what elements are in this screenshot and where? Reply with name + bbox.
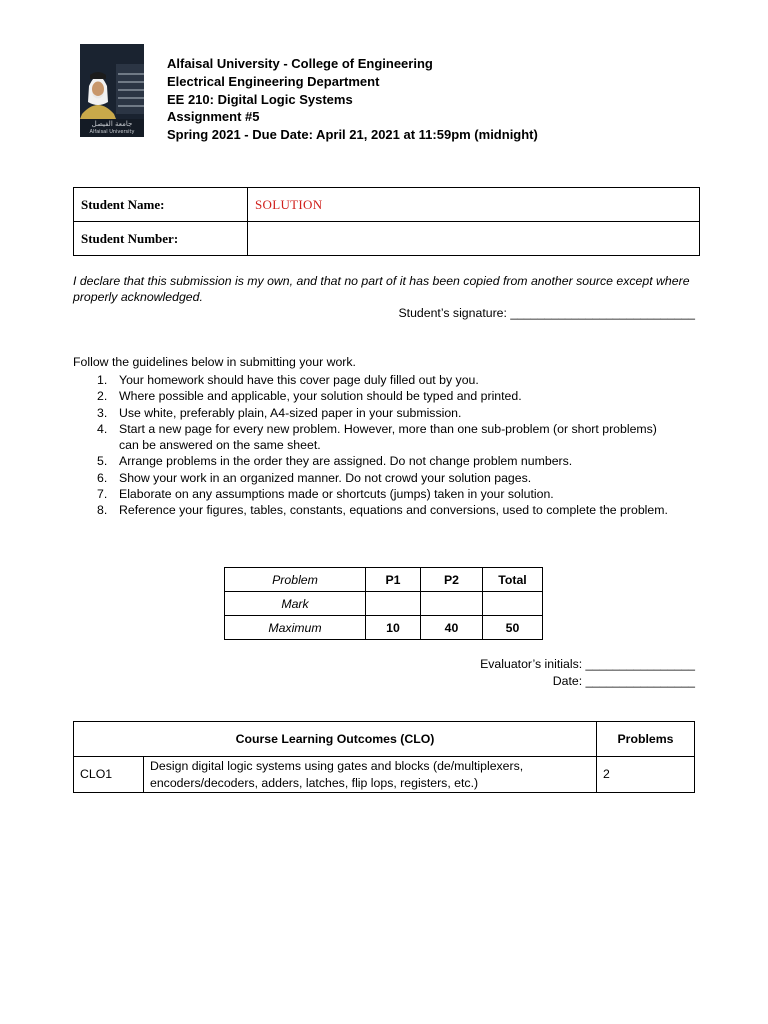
- student-name-field[interactable]: SOLUTION: [248, 188, 700, 222]
- list-item-number: 1.: [97, 373, 108, 387]
- evaluator-block: [480, 656, 695, 689]
- mark-row-label: Mark: [225, 592, 366, 616]
- course-title: EE 210: Digital Logic Systems: [167, 91, 353, 107]
- list-item: [73, 405, 673, 421]
- marks-header-p1: P1: [366, 568, 421, 592]
- student-info-table: [73, 187, 700, 256]
- table-row: [74, 722, 695, 757]
- student-signature-line[interactable]: Student’s signature: ___________________________: [398, 306, 695, 320]
- maximum-p2: 40: [421, 616, 483, 640]
- list-item-text: Show your work in an organized manner. Do not crowd your solution pages.: [119, 470, 532, 485]
- university-logo: [80, 44, 144, 137]
- maximum-total: 50: [483, 616, 543, 640]
- list-item: [73, 470, 673, 486]
- list-item-number: 4.: [97, 421, 108, 436]
- list-item-number: 8.: [97, 503, 108, 518]
- list-item-text: Reference your figures, tables, constants, equations and conversions, used to complete the problem.: [119, 503, 668, 518]
- list-item-text: Elaborate on any assumptions made or shortcuts (jumps) taken in your solution.: [119, 487, 554, 502]
- clo-problems: 2: [597, 757, 695, 793]
- list-item-number: 2.: [97, 389, 108, 404]
- guidelines-intro: Follow the guidelines below in submitting your work.: [73, 355, 356, 369]
- list-item: [73, 372, 673, 388]
- table-row: [225, 616, 543, 640]
- list-item: [73, 486, 673, 502]
- student-number-label: Student Number:: [74, 222, 248, 256]
- due-date: Spring 2021 - Due Date: April 21, 2021 at 11:59pm (midnight): [167, 127, 538, 143]
- marks-header-total: Total: [483, 568, 543, 592]
- list-item-text: Start a new page for every new problem. However, more than one sub-problem (or short problems) can be answered on the same sheet.: [119, 421, 657, 453]
- list-item-number: 7.: [97, 487, 108, 502]
- clo-description: Design digital logic systems using gates and blocks (de/multiplexers, encoders/decoders, adders, latches, flip lops, registers, etc.): [144, 757, 597, 793]
- mark-p2-cell[interactable]: [421, 592, 483, 616]
- mark-p1-cell[interactable]: [366, 592, 421, 616]
- list-item: [73, 453, 673, 469]
- svg-text:جامعة الفيصل: جامعة الفيصل: [91, 120, 133, 128]
- list-item-number: 6.: [97, 470, 108, 485]
- list-item-number: 5.: [97, 454, 108, 469]
- marks-header-problem: Problem: [225, 568, 366, 592]
- student-name-row: [74, 188, 700, 222]
- evaluation-date-line[interactable]: Date: ________________: [552, 673, 695, 688]
- list-item-text: Your homework should have this cover page duly filled out by you.: [119, 373, 479, 387]
- evaluator-initials-line[interactable]: Evaluator’s initials: ________________: [480, 657, 695, 671]
- university-name: Alfaisal University - College of Engineering: [167, 56, 433, 71]
- declaration-text: I declare that this submission is my own, and that no part of it has been copied from another source except where properly acknowledged.: [73, 274, 690, 304]
- marks-header-p2: P2: [421, 568, 483, 592]
- list-item: [73, 502, 673, 518]
- department-name: Electrical Engineering Department: [167, 73, 380, 89]
- mark-total-cell[interactable]: [483, 592, 543, 616]
- clo-header-outcome: Course Learning Outcomes (CLO): [74, 722, 597, 757]
- clo-header-problems: Problems: [597, 722, 695, 757]
- list-item-text: Arrange problems in the order they are assigned. Do not change problem numbers.: [119, 454, 573, 469]
- marks-table: [224, 567, 543, 640]
- document-header: [167, 55, 538, 144]
- list-item-text: Where possible and applicable, your solution should be typed and printed.: [119, 389, 522, 404]
- list-item-text: Use white, preferably plain, A4-sized paper in your submission.: [119, 405, 462, 420]
- student-number-row: [74, 222, 700, 256]
- list-item: [73, 388, 673, 404]
- clo-id: CLO1: [74, 757, 144, 793]
- logo-caption: Alfaisal University: [89, 129, 135, 135]
- maximum-row-label: Maximum: [225, 616, 366, 640]
- table-row: [225, 592, 543, 616]
- clo-table: [73, 721, 695, 793]
- list-item-number: 3.: [97, 405, 108, 420]
- table-row: [74, 757, 695, 793]
- student-name-label: Student Name:: [74, 188, 248, 222]
- assignment-title: Assignment #5: [167, 109, 260, 125]
- maximum-p1: 10: [366, 616, 421, 640]
- student-number-field[interactable]: [248, 222, 700, 256]
- table-row: [225, 568, 543, 592]
- guidelines-list: [73, 372, 673, 519]
- logo-portrait-image: [80, 44, 144, 137]
- list-item: [73, 421, 673, 454]
